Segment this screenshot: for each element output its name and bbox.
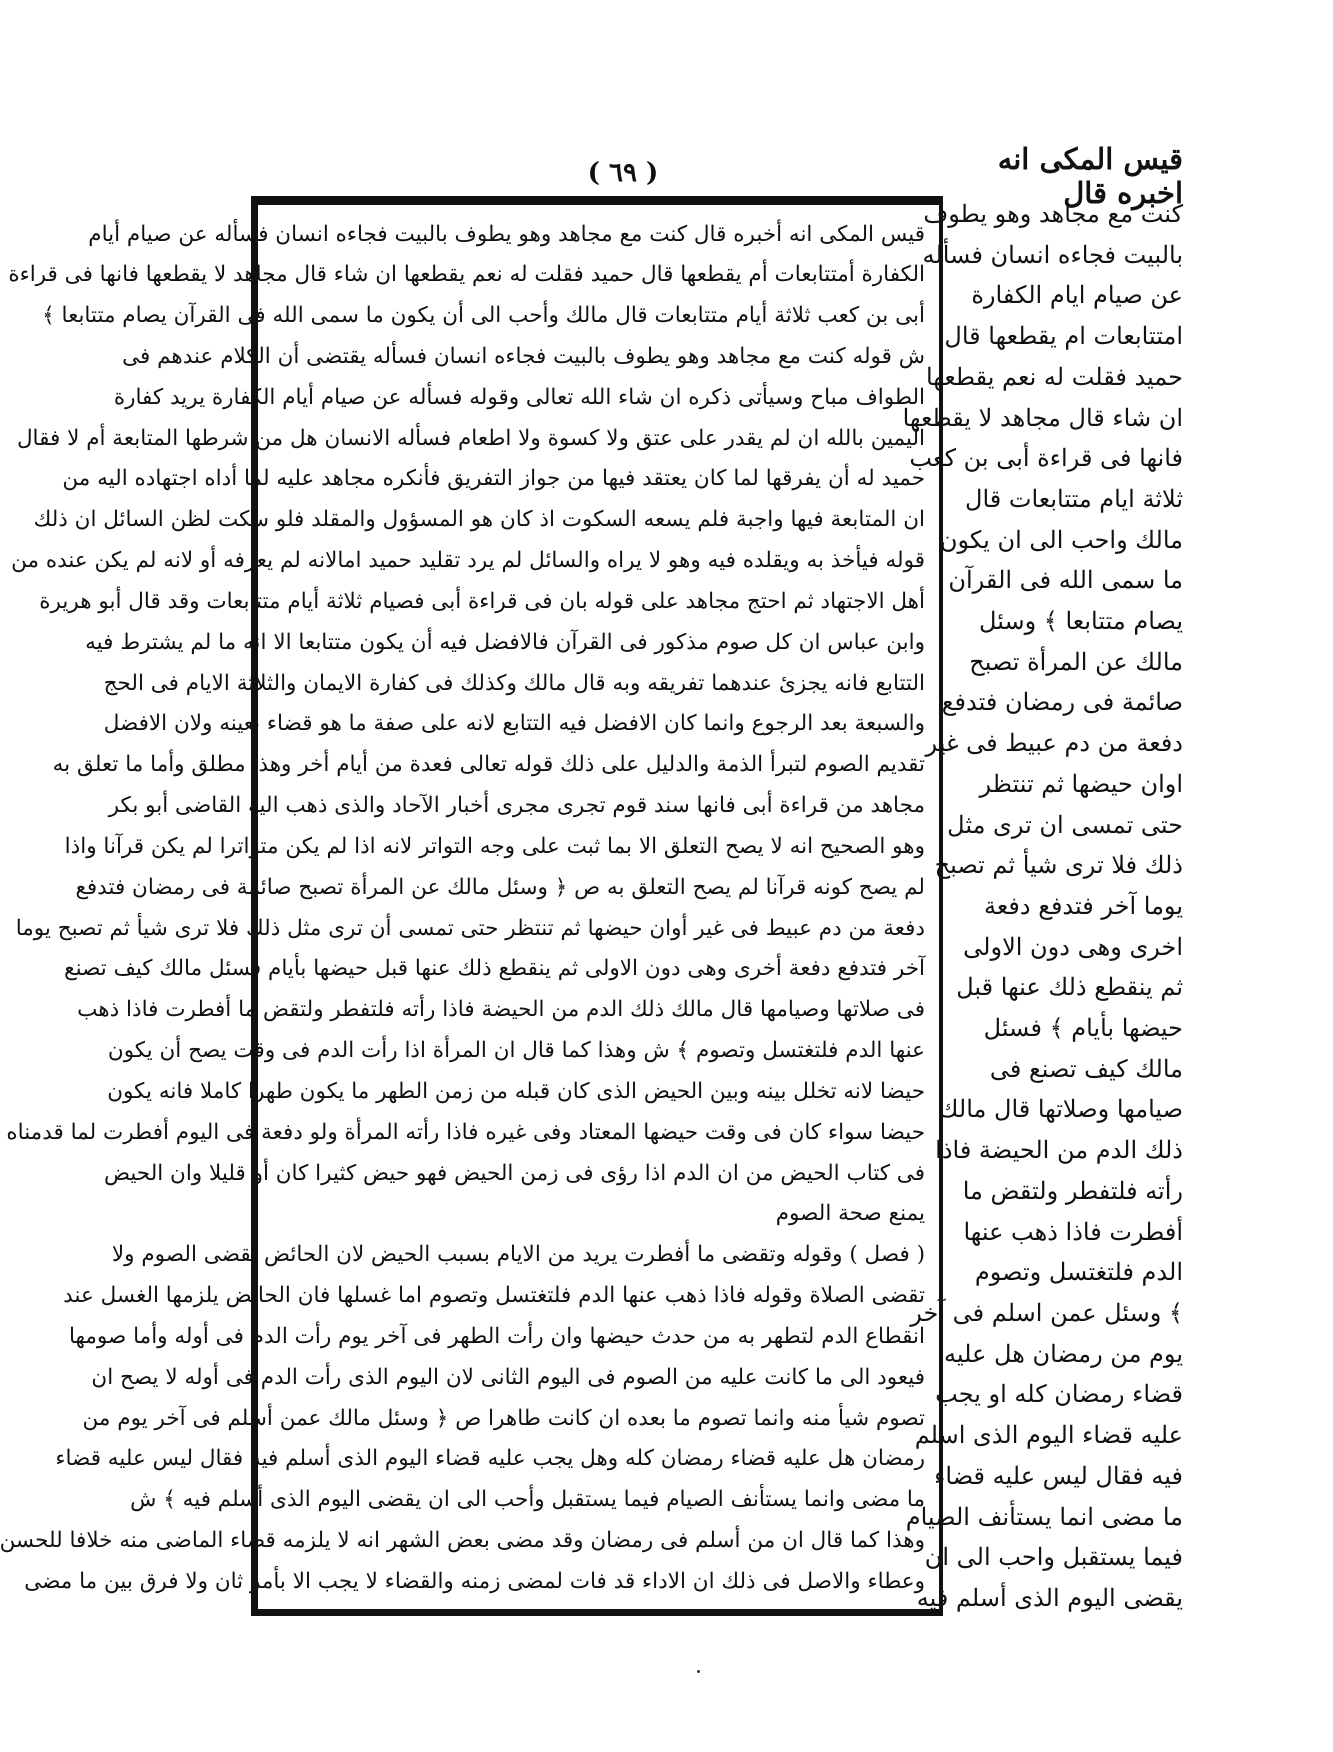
main-text-line: فى صلاتها وصيامها قال مالك ذلك الدم من الحيضة فاذا رأته فلتفطر ولتقض ما أفطرت فاذا ذهب [77, 997, 925, 1023]
main-text-line: وعطاء والاصل فى ذلك ان الاداء قد فات لمضى زمنه والقضاء لا يجب الا بأمر ثان ولا فرق بين ما مضى [24, 1568, 925, 1594]
margin-text-column [902, 196, 1183, 1616]
margin-text-line: قضاء رمضان كله او يجب [935, 1380, 1183, 1409]
margin-text-line: مالك واحب الى ان يكون [939, 525, 1183, 554]
margin-text-line: اوان حيضها ثم تنتظر [979, 769, 1183, 798]
main-text-line: ش قوله كنت مع مجاهد وهو يطوف بالبيت فجاءه انسان فسأله يقتضى أن الكلام عندهم فى [122, 343, 925, 369]
margin-text-line: ذلك فلا ترى شيأ ثم تصبح [934, 851, 1183, 880]
margin-text-line: يقضى اليوم الذى أسلم فيه [916, 1583, 1183, 1612]
main-text-line: التتابع فانه يجزئ عندهما تفريقه وبه قال مالك وكذلك فى كفارة الايمان والثلاثة الايام فى الحج [103, 670, 925, 696]
margin-text-line: يصام متتابعا ﴾ وسئل [979, 607, 1183, 636]
margin-text-line: ما سمى الله فى القرآن [948, 566, 1183, 595]
margin-text-line: حتى تمسى ان ترى مثل [947, 810, 1183, 839]
main-text-line: اليمين بالله ان لم يقدر على عتق ولا كسوة ولا اطعام فسأله الانسان هل من شرطها المتابعة أم لا فقال [16, 425, 925, 451]
main-text-line: دفعة من دم عبيط فى غير أوان حيضها ثم تنتظر حتى تمسى أن ترى مثل ذلك فلا ترى شيأ ثم تصبح يوما [15, 915, 925, 941]
page-number: ( ٦٩ ) [587, 158, 659, 188]
main-text-line: انقطاع الدم لتطهر به من حدث حيضها وان رأت الطهر فى آخر يوم رأت الدم فى أوله وأما صومها [68, 1323, 925, 1349]
main-text-line: تصوم شيأ منه وانما تصوم ما بعده ان كانت طاهرا ص ﴿ وسئل مالك عمن أسلم فى آخر يوم من [82, 1405, 925, 1431]
main-text-line: أهل الاجتهاد ثم احتج مجاهد على قوله بان فى قراءة أبى فصيام ثلاثة أيام متتابعات وقد قال أبو هريرة [39, 588, 925, 614]
main-text-line: الطواف مباح وسيأتى ذكره ان شاء الله تعالى وقوله فسأله عن صيام أيام الكفارة يريد كفارة [113, 384, 925, 410]
margin-text-line: ذلك الدم من الحيضة فاذا [935, 1136, 1183, 1165]
scan-speck [697, 1670, 700, 1673]
margin-text-line: ثلاثة ايام متتابعات قال [965, 484, 1183, 513]
margin-text-line: أفطرت فاذا ذهب عنها [963, 1217, 1183, 1246]
main-text-line: تقديم الصوم لتبرأ الذمة والدليل على ذلك قوله تعالى فعدة من أيام أخر وهذا مطلق وأما ما تعلق به [52, 752, 925, 778]
main-text-frame [0, 196, 943, 1616]
margin-text-line: ﴾ وسئل عمن اسلم فى آخر [910, 1298, 1183, 1327]
main-text-line: فى كتاب الحيض من ان الدم اذا رؤى فى زمن الحيض فهو حيض كثيرا كان أو قليلا وان الحيض [103, 1160, 925, 1186]
margin-text-line: الدم فلتغتسل وتصوم [974, 1258, 1183, 1287]
margin-text-line: يوم من رمضان هل عليه [944, 1339, 1183, 1368]
margin-text-line: عليه قضاء اليوم الذى اسلم [914, 1421, 1183, 1450]
margin-text-line: امتتابعات ام يقطعها قال [944, 322, 1183, 351]
main-text-line: آخر فتدفع دفعة أخرى وهى دون الاولى ثم ينقطع ذلك عنها قبل حيضها بأيام فسئل مالك كيف تصنع [64, 956, 925, 982]
margin-text-line: عن صيام ايام الكفارة [971, 281, 1183, 310]
margin-text-line: اخرى وهى دون الاولى [963, 932, 1183, 961]
main-text-line: مجاهد من قراءة أبى فانها سند قوم تجرى مجرى أخبار الآحاد والذى ذهب اليه القاضى أبو بكر [108, 793, 925, 819]
margin-text-line: فيما يستقبل واحب الى ان [924, 1543, 1183, 1572]
margin-text-line: فيه فقال ليس عليه قضاء [934, 1461, 1183, 1490]
main-text-line: عنها الدم فلتغتسل وتصوم ﴾ ش وهذا كما قال ان المرأة اذا رأت الدم فى وقت يصح أن يكون [107, 1038, 925, 1064]
margin-text-line: مالك عن المرأة تصبح [969, 647, 1183, 676]
main-text-line: حيضا سواء كان فى وقت حيضها المعتاد وفى غيره فاذا رأته المرأة ولو دفعة فى اليوم أفطرت لما قدمناه [6, 1119, 925, 1145]
margin-text-line: فانها فى قراءة أبى بن كعب [909, 444, 1183, 473]
margin-text-line: ان شاء قال مجاهد لا يقطعها [902, 403, 1183, 432]
main-text-line: حيضا لانه تخلل بينه وبين الحيض الذى كان قبله من زمن الطهر ما يكون طهرا كاملا فانه يكون [107, 1078, 925, 1104]
main-text-line: ( فصل ) وقوله وتقضى ما أفطرت يريد من الايام بسبب الحيض لان الحائض تقضى الصوم ولا [111, 1242, 925, 1268]
main-text-line: حميد له أن يفرقها لما كان يعتقد فيها من جواز التفريق فأنكره مجاهد عليه لما أداه اجتهاده اليه من [62, 466, 925, 492]
margin-text-line: ما مضى انما يستأنف الصيام [905, 1502, 1183, 1531]
margin-text-line: دفعة من دم عبيط فى غير [925, 729, 1183, 758]
main-text-line: قيس المكى انه أخبره قال كنت مع مجاهد وهو يطوف بالبيت فجاءه انسان فسأله عن صيام أيام [88, 221, 925, 247]
main-text-line: ما مضى وانما يستأنف الصيام فيما يستقبل وأحب الى ان يقضى اليوم الذى أسلم فيه ﴾ ش [130, 1487, 925, 1513]
main-text-line: يمنع صحة الصوم [775, 1201, 925, 1227]
margin-text-line: يوما آخر فتدفع دفعة [983, 891, 1183, 920]
main-text-line: لم يصح كونه قرآنا لم يصح التعلق به ص ﴿ وسئل مالك عن المرأة تصبح صائمة فى رمضان فتدفع [75, 874, 925, 900]
main-text-line: وابن عباس ان كل صوم مذكور فى القرآن فالافضل فيه أن يكون متتابعا الا انه ما لم يشترط فيه [85, 629, 925, 655]
main-text-line: تقضى الصلاة وقوله فاذا ذهب عنها الدم فلتغتسل وتصوم اما غسلها فان الحائض يلزمها الغسل عند [63, 1283, 925, 1309]
margin-text-line: كنت مع مجاهد وهو يطوف [923, 200, 1183, 228]
margin-text-line: حميد فقلت له نعم يقطعها [925, 362, 1183, 391]
main-text-line: فيعود الى ما كانت عليه من الصوم فى اليوم الثانى لان اليوم الذى رأت الدم فى أوله لا يصح ان [91, 1364, 925, 1390]
margin-text-line: رأته فلتفطر ولتقض ما [962, 1176, 1183, 1205]
margin-text-line: مالك كيف تصنع فى [989, 1054, 1183, 1083]
main-text-line: والسبعة بعد الرجوع وانما كان الافضل فيه التتابع لانه على صفة ما هو قضاء بعينه ولان الافضل [103, 711, 925, 737]
margin-text-line: صائمة فى رمضان فتدفع [941, 688, 1183, 717]
main-text-line: أبى بن كعب ثلاثة أيام متتابعات قال مالك وأحب الى أن يكون ما سمى الله فى القرآن يصام متتابعا ﴾ [42, 303, 925, 329]
margin-text-line: بالبيت فجاءه انسان فسأله [922, 240, 1183, 269]
margin-text-line: ثم ينقطع ذلك عنها قبل [956, 973, 1183, 1002]
margin-text-line: حيضها بأيام ﴾ فسئل [983, 1014, 1183, 1043]
main-text-line: وهذا كما قال ان من أسلم فى رمضان وقد مضى بعض الشهر انه لا يلزمه قضاء الماضى منه خلافا للحسن [0, 1528, 925, 1553]
main-text-line: رمضان هل عليه قضاء رمضان كله وهل يجب عليه قضاء اليوم الذى أسلم فيه فقال ليس عليه قضاء [55, 1446, 925, 1472]
main-text-line: الكفارة أمتتابعات أم يقطعها قال حميد فقلت له نعم يقطعها ان شاء قال مجاهد لا يقطعها فانها فى قراءة [8, 262, 925, 288]
main-text-line: ان المتابعة فيها واجبة فلم يسعه السكوت اذ كان هو المسؤول والمقلد فلو سكت لظن السائل ان ذلك [33, 507, 925, 533]
margin-text-line: صيامها وصلاتها قال مالك [938, 1095, 1183, 1124]
margin-header: قيس المكى انه اخبره قال [997, 142, 1183, 210]
main-text-line: قوله فيأخذ به ويقلده فيه وهو لا يراه والسائل لم يرد تقليد حميد امالانه لم يعرفه أو لانه لم يكن عنده من [11, 548, 925, 574]
main-text-line: وهو الصحيح انه لا يصح التعلق الا بما ثبت على وجه التواتر لانه اذا لم يكن متواترا لم يكن قرآنا واذا [64, 833, 925, 859]
